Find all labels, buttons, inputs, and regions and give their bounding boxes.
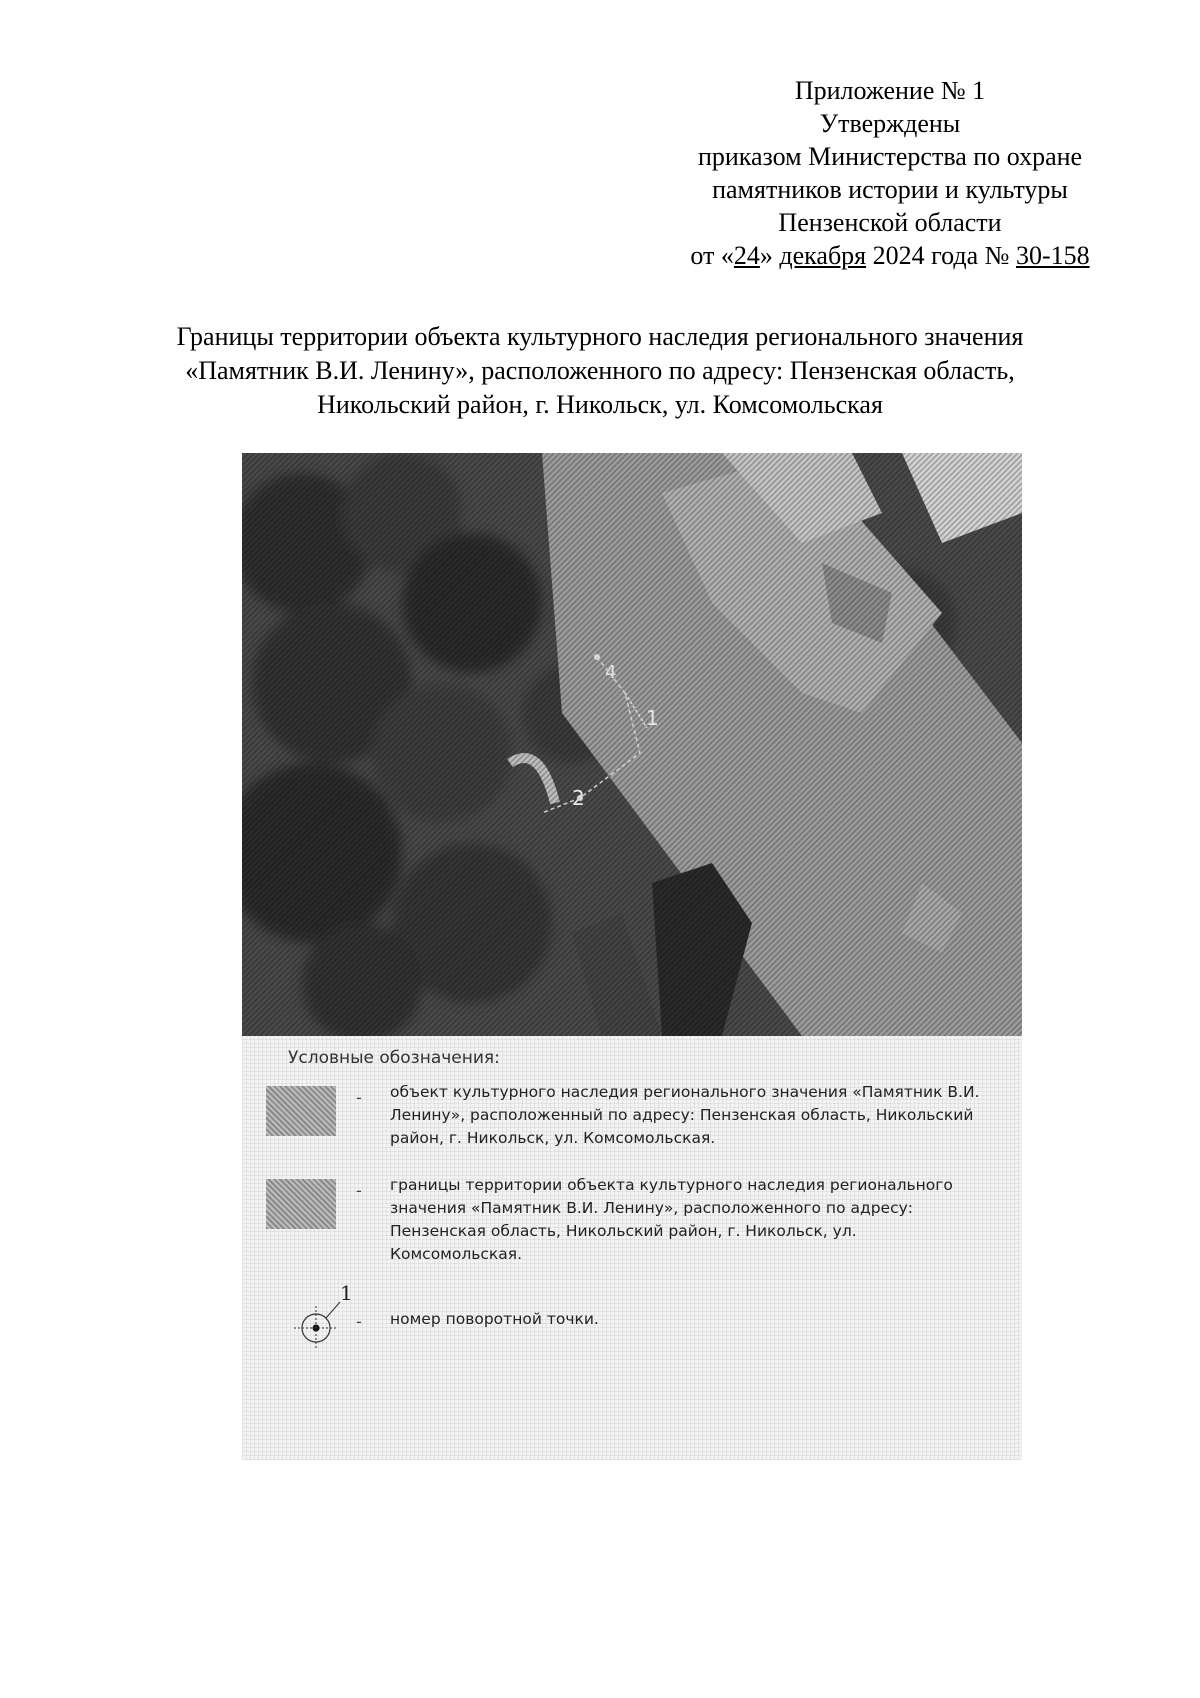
legend-text-territory-boundary: границы территории объекта культурного наследия регионального значения «Памятник В.И. Ленину», расположенного по адресу: Пензенская область, Никольский район, г. Никольск, ул. Комсомольская. xyxy=(390,1176,953,1263)
document-title: Границы территории объекта культурного наследия регионального значения «Памятник В.И. Ленину», расположенного по адресу: Пензенская область, Никольский район, г. Никольск, ул. Комсомольская xyxy=(176,322,1024,419)
legend-dash: - xyxy=(356,1312,362,1331)
legend-text-heritage-object: объект культурного наследия регионального значения «Памятник В.И. Ленину», расположенный по адресу: Пензенская область, Никольский район, г. Никольск, ул. Комсомольская. xyxy=(390,1083,980,1147)
svg-text:4: 4 xyxy=(605,662,617,683)
aerial-photo xyxy=(242,453,1022,1036)
turning-point-icon xyxy=(282,1280,362,1360)
order-month: декабря xyxy=(779,241,867,270)
order-date-line: от «24» декабря 2024 года № 30-158 xyxy=(690,241,1090,270)
appendix-number: Приложение № 1 xyxy=(794,76,986,105)
legend-title: Условные обозначения: xyxy=(288,1048,500,1068)
approval-header xyxy=(640,74,1140,272)
legend-swatch-heritage-object xyxy=(266,1086,336,1136)
legend-dash: - xyxy=(356,1088,362,1107)
ministry-line: памятников истории и культуры xyxy=(712,175,1068,204)
map-legend xyxy=(242,1036,1022,1460)
order-day: 24 xyxy=(733,241,760,270)
aerial-map xyxy=(242,453,1022,1036)
svg-text:1: 1 xyxy=(646,706,659,730)
order-line: приказом Министерства по охране xyxy=(697,142,1083,171)
svg-text:2: 2 xyxy=(572,786,585,810)
legend-dash: - xyxy=(356,1181,362,1200)
svg-text:1: 1 xyxy=(340,1281,353,1305)
legend-text-turning-point: номер поворотной точки. xyxy=(390,1310,599,1328)
legend-swatch-territory-boundary xyxy=(266,1179,336,1229)
approved-label: Утверждены xyxy=(819,109,961,138)
region-line: Пензенской области xyxy=(778,208,1002,237)
order-number: 30-158 xyxy=(1015,241,1090,270)
